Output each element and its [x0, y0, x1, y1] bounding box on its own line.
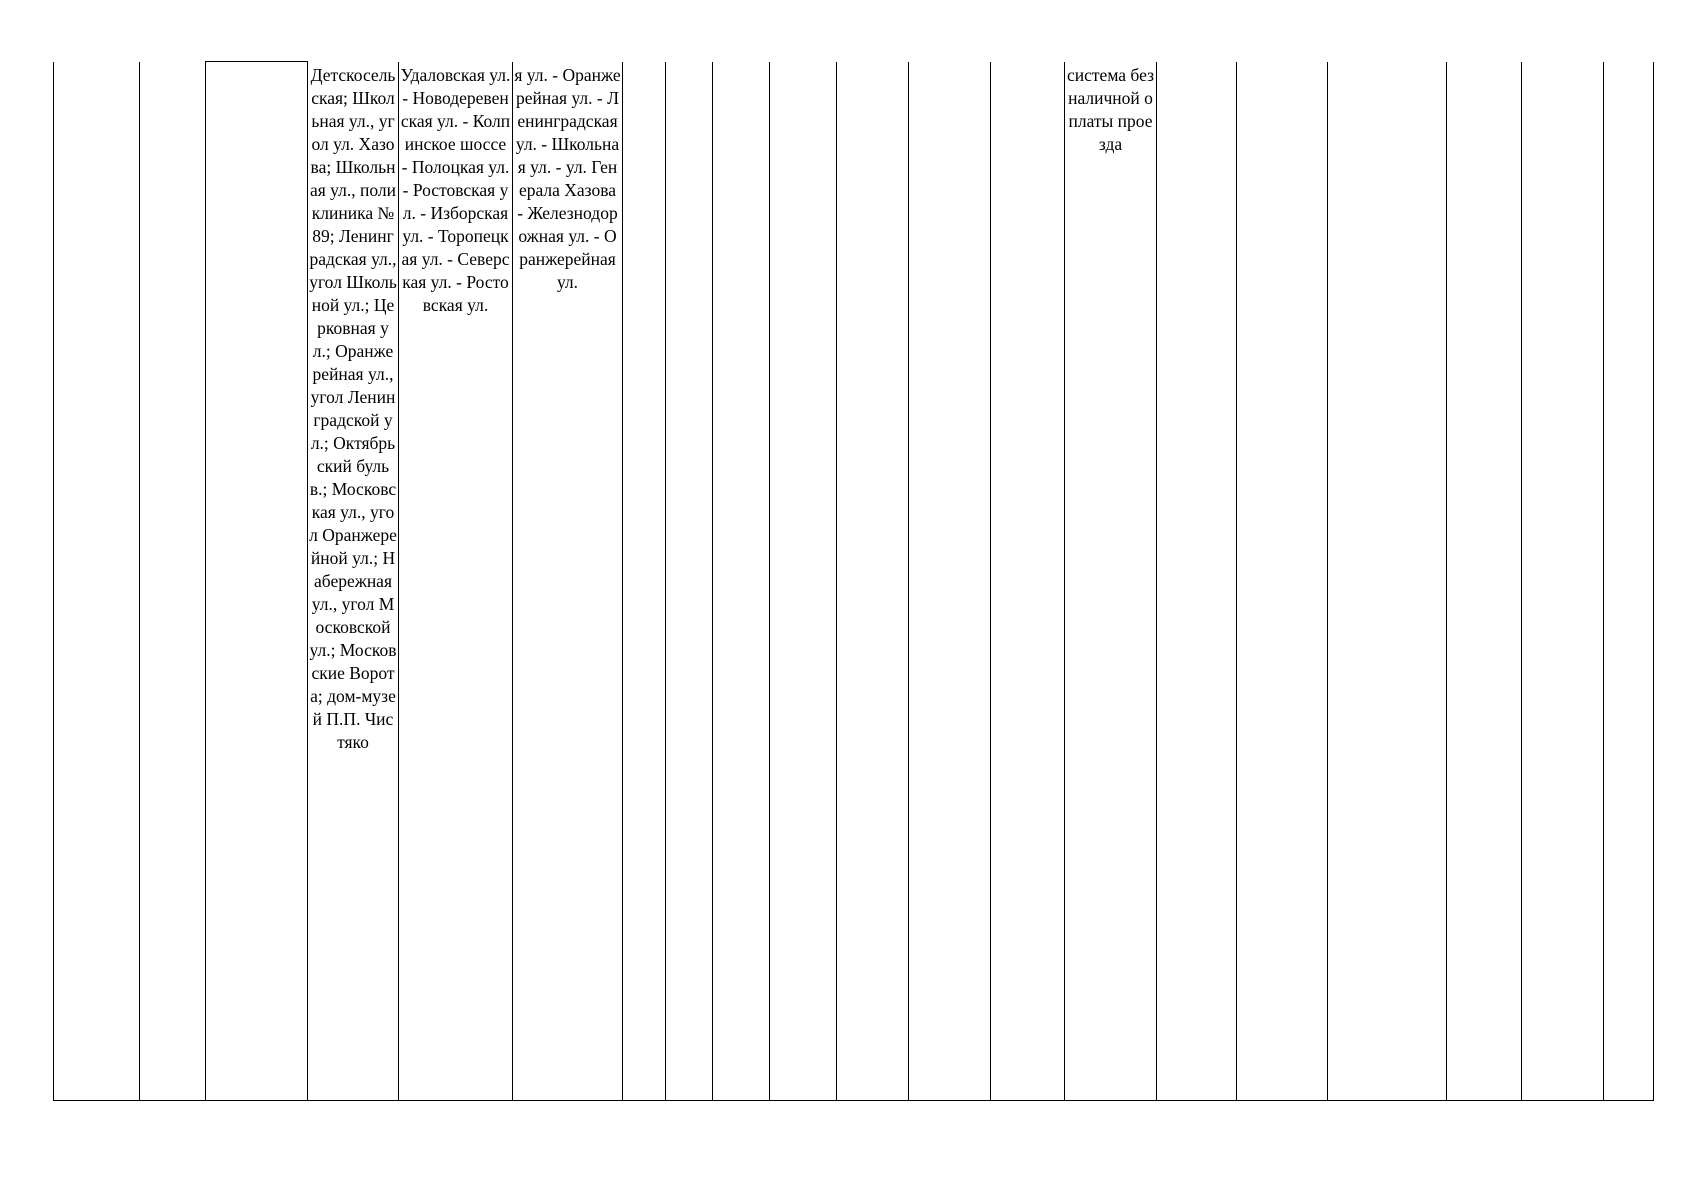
table-cell-empty	[713, 62, 770, 1101]
table-cell-stops	[308, 62, 399, 1101]
table-cell-route-backward	[513, 62, 623, 1101]
table-cell-empty	[1522, 62, 1604, 1101]
route-forward-text: Удаловская ул. - Новодеревенская ул. - Колпинское шоссе - Полоцкая ул. - Ростовская ул. - Изборская ул. - Торопецкая ул. - Северская ул. - Ростовская ул.	[400, 64, 511, 315]
table-cell-empty	[206, 62, 308, 1101]
stops-text: Детскосельская; Школьная ул., угол ул. Хазова; Школьная ул., поликлиника № 89; Ленинградская ул., угол Школьной ул.; Церковная ул.; Оранжерейная ул., угол Ленинградской ул.; Октябрьский бульв.; Московская ул., угол Оранжерейной ул.; Набережная ул., угол Московской ул.; Московские Ворота; дом-музей П.П. Чистяко	[309, 64, 397, 752]
route-table	[53, 61, 1654, 1101]
table-cell-empty	[991, 62, 1065, 1101]
table-cell-empty	[54, 62, 140, 1101]
table-cell-empty	[1328, 62, 1447, 1101]
table-cell-empty	[666, 62, 713, 1101]
table-cell-route-forward	[399, 62, 513, 1101]
table-cell-empty	[1157, 62, 1237, 1101]
table-cell-empty	[623, 62, 666, 1101]
table-cell-empty	[770, 62, 837, 1101]
table-row	[54, 62, 1654, 1101]
table-cell-empty	[909, 62, 991, 1101]
table-cell-empty	[140, 62, 206, 1101]
route-backward-text: я ул. - Оранжерейная ул. - Ленинградская ул. - Школьная ул. - ул. Генерала Хазова - Железнодорожная ул. - Оранжерейная ул.	[514, 64, 621, 292]
table-cell-empty	[1237, 62, 1328, 1101]
table-cell-empty	[837, 62, 909, 1101]
table-cell-payment	[1065, 62, 1157, 1101]
table-cell-empty	[1447, 62, 1522, 1101]
table-cell-empty	[1604, 62, 1654, 1101]
payment-system-text: система безналичной оплаты проезда	[1067, 64, 1154, 154]
